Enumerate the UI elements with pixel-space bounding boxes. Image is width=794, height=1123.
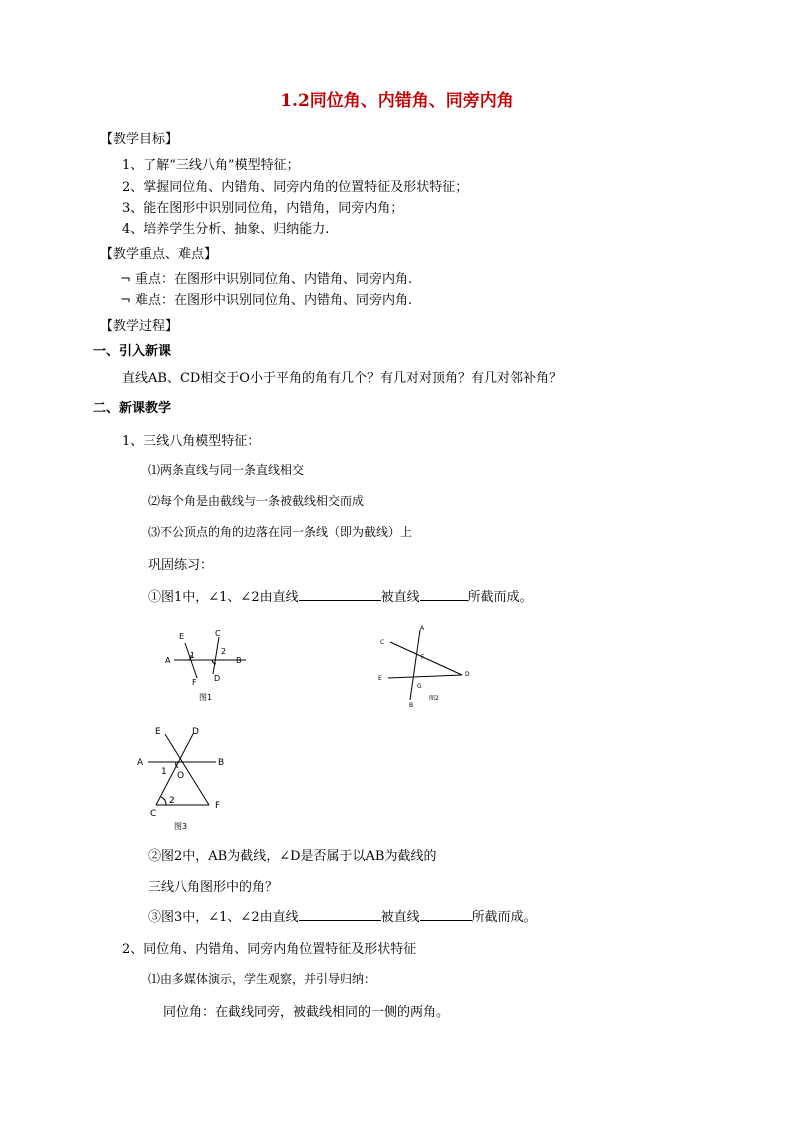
fig3-label-c: C [150, 809, 157, 819]
fig3-label-o: O [177, 771, 185, 781]
figure-1 [160, 626, 260, 706]
key-header: 【教学重点、难点】 [100, 247, 218, 262]
figure-2 [370, 620, 480, 712]
fig3-label-f: F [215, 801, 221, 811]
question-2-line-1: ②图2中，AB为截线，∠D是否属于以AB为截线的 [148, 849, 437, 864]
fig1-caption: 图1 [199, 693, 213, 702]
question-1-part-a: ①图1中，∠1、∠2由直线 [148, 590, 299, 605]
process-header: 【教学过程】 [100, 319, 179, 334]
fig2-label-c: C [380, 639, 385, 646]
feature-item: ⑴两条直线与同一条直线相交 [148, 463, 305, 477]
fig3-label-1: 1 [161, 767, 167, 777]
answer-blank[interactable] [420, 908, 472, 921]
goals-header: 【教学目标】 [100, 132, 179, 147]
fig2-line-cd [390, 642, 462, 675]
question-1-part-b: 被直线 [380, 590, 420, 605]
fig3-label-b: B [218, 758, 225, 768]
goal-item: 3、能在图形中识别同位角，内错角，同旁内角； [122, 201, 404, 216]
feature-item: ⑶不公顶点的角的边落在同一条线（即为截线）上 [148, 525, 413, 539]
fig3-angle-arc [161, 797, 166, 805]
practice-label: 巩固练习： [148, 558, 214, 573]
fig3-caption: 图3 [174, 822, 188, 831]
question-1-part-c: 所截而成。 [467, 590, 533, 605]
question-3-part-b: 被直线 [380, 910, 420, 925]
fig2-label-a: A [420, 625, 425, 632]
section1-text: 直线AB、CD相交于O小于平角的角有几个？有几对对顶角？有几对邻补角？ [122, 371, 562, 386]
fig2-label-b: B [409, 702, 414, 709]
question-3-part-a: ③图3中，∠1、∠2由直线 [148, 910, 299, 925]
fig3-label-a: A [137, 758, 144, 768]
question-3 [148, 906, 537, 925]
fig1-label-c: C [215, 629, 221, 638]
fig3-label-d: D [192, 727, 199, 737]
page-title: 1.2同位角、内错角、同旁内角 [280, 91, 514, 111]
goal-item: 2、掌握同位角、内错角、同旁内角的位置特征及形状特征； [122, 180, 469, 195]
feature-item: ⑵每个角是由截线与一条被截线相交而成 [148, 494, 365, 508]
section2-title: 二、新课教学 [93, 401, 172, 416]
fig2-label-f: F [421, 654, 425, 661]
part1-title: 1、三线八角模型特征： [122, 434, 261, 449]
question-3-part-c: 所截而成。 [471, 910, 537, 925]
fig1-label-d: D [214, 674, 221, 683]
question-1 [148, 586, 533, 605]
answer-blank[interactable] [420, 588, 468, 601]
fig3-label-e: E [155, 727, 161, 737]
answer-blank[interactable] [299, 908, 381, 921]
figure-3 [130, 722, 240, 834]
fig1-line-cd [213, 637, 219, 674]
key-item: ¬ 难点：在图形中识别同位角、内错角、同旁内角. [120, 293, 413, 308]
fig1-label-f: F [192, 678, 197, 687]
fig1-label-e: E [179, 632, 185, 641]
fig1-label-b: B [236, 656, 242, 665]
fig2-label-e: E [378, 675, 382, 682]
part2-sub: ⑴由多媒体演示，学生观察，并引导归纳： [148, 972, 377, 986]
fig1-label-a: A [165, 656, 171, 665]
goal-item: 1、了解“三线八角”模型特征； [122, 158, 300, 173]
section1-title: 一、引入新课 [93, 344, 172, 359]
fig2-label-d: D [465, 671, 470, 678]
fig2-line-ed [388, 675, 462, 678]
question-2-line-2: 三线八角图形中的角？ [148, 880, 279, 895]
fig3-label-2: 2 [169, 796, 175, 806]
key-item: ¬ 重点：在图形中识别同位角、内错角、同旁内角. [120, 272, 413, 287]
part2-definition: 同位角：在截线同旁，被截线相同的一侧的两角。 [163, 1005, 450, 1020]
fig2-label-g: G [417, 683, 422, 690]
answer-blank[interactable] [299, 588, 381, 601]
fig1-label-1: 1 [190, 651, 196, 660]
goal-item: 4、培养学生分析、抽象、归纳能力. [122, 222, 330, 237]
fig1-label-2: 2 [221, 647, 227, 656]
fig2-caption: 图2 [429, 695, 439, 702]
part2-title: 2、同位角、内错角、同旁内角位置特征及形状特征 [122, 942, 417, 957]
